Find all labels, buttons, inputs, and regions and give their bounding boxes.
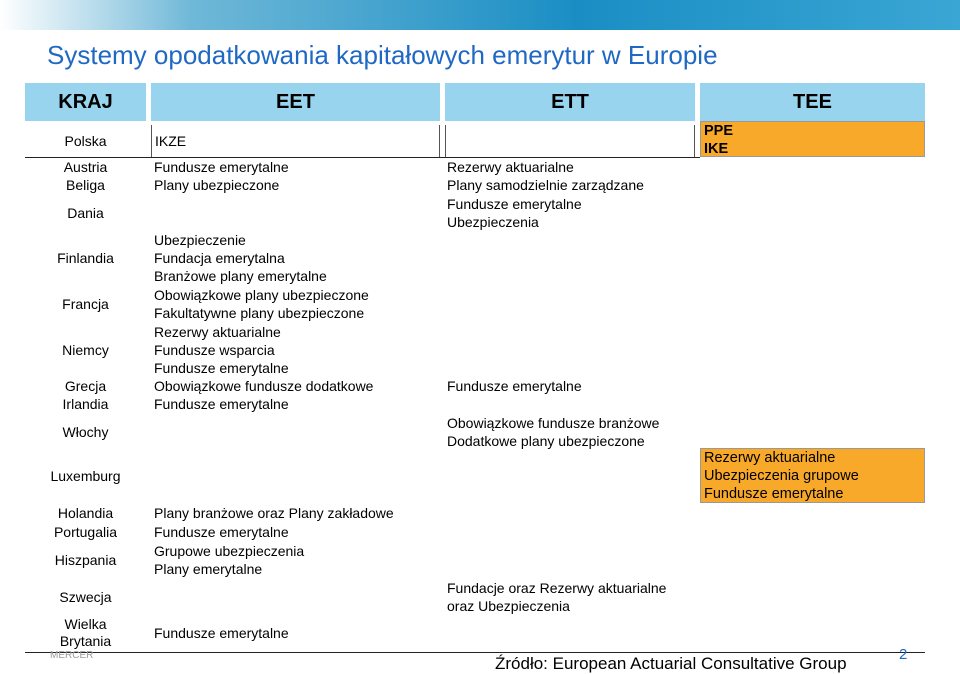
country-cell: Polska <box>64 132 107 149</box>
country-cell: Włochy <box>62 423 109 440</box>
eet-cell <box>151 615 440 651</box>
tee-entry: Rezerwy aktuarialne <box>704 449 836 466</box>
eet-entry: Plany emerytalne <box>154 561 263 577</box>
eet-cell <box>151 395 440 413</box>
eet-entry: Fundusze emerytalne <box>154 524 289 540</box>
eet-entry: Fundusze emerytalne <box>154 360 289 376</box>
eet-entry: Fundusze emerytalne <box>154 625 289 641</box>
eet-cell <box>151 125 440 157</box>
eet-entry: Fundusze emerytalne <box>154 396 289 412</box>
country-cell: Holandia <box>57 504 114 521</box>
ett-entry: oraz Ubezpieczenia <box>447 598 570 614</box>
tee-entry: PPE <box>704 123 734 139</box>
eet-entry: Fakultatywne plany ubezpieczone <box>154 305 365 321</box>
country-cell: Francja <box>62 295 109 312</box>
eet-cell <box>151 541 440 579</box>
page-number: 2 <box>899 646 908 663</box>
country-cell: Finlandia <box>57 249 114 266</box>
top-banner <box>0 0 960 30</box>
eet-entry: Fundusze wsparcia <box>154 342 275 358</box>
ett-cell <box>445 579 695 615</box>
eet-entry: Ubezpieczenie <box>154 232 246 248</box>
country-cell: Luxemburg <box>50 467 121 484</box>
ett-cell <box>445 413 695 451</box>
eet-cell <box>151 232 440 284</box>
ett-entry: Fundacje oraz Rezerwy aktuarialne <box>447 580 667 596</box>
header-kraj: KRAJ <box>25 83 146 121</box>
brand-logo-text: MERCER <box>50 650 94 661</box>
eet-entry: Grupowe ubezpieczenia <box>154 543 305 559</box>
eet-entry: Rezerwy aktuarialne <box>154 324 281 340</box>
eet-entry: Obowiązkowe fundusze dodatkowe <box>154 378 374 394</box>
country-cell: Niemcy <box>62 341 109 358</box>
row-divider <box>25 157 700 158</box>
ett-entry: Fundusze emerytalne <box>447 378 582 394</box>
eet-cell <box>151 323 440 377</box>
eet-entry: Fundacja emerytalna <box>154 250 285 266</box>
ett-cell <box>445 176 695 194</box>
row-divider <box>25 652 925 653</box>
country-cell: Hiszpania <box>54 551 117 568</box>
tee-cell-luxemburg <box>700 448 925 503</box>
eet-entry: Branżowe plany emerytalne <box>154 268 327 284</box>
country-cell: Wielka Brytania <box>59 616 112 649</box>
ett-entry: Obowiązkowe fundusze branżowe <box>447 415 660 431</box>
eet-cell <box>151 504 440 522</box>
ett-cell <box>445 158 695 176</box>
tee-entry: Ubezpieczenia grupowe <box>704 467 859 484</box>
eet-cell <box>151 377 440 395</box>
ett-entry: Ubezpieczenia <box>447 214 539 230</box>
ett-cell <box>445 194 695 232</box>
tee-entry: IKE <box>704 141 729 157</box>
eet-cell <box>151 286 440 322</box>
country-cell: Szwecja <box>59 588 112 605</box>
page-title: Systemy opodatkowania kapitałowych emerytur w Europie <box>47 40 718 70</box>
eet-entry: IKZE <box>155 133 187 149</box>
eet-cell <box>151 158 440 176</box>
eet-entry: Plany branżowe oraz Plany zakładowe <box>154 505 394 521</box>
eet-cell <box>151 523 440 541</box>
source-note: Źródło: European Actuarial Consultative Group <box>495 654 847 673</box>
country-cell: Irlandia <box>62 395 109 412</box>
ett-entry: Rezerwy aktuarialne <box>447 159 574 175</box>
ett-entry: Plany samodzielnie zarządzane <box>447 177 644 193</box>
eet-entry: Obowiązkowe plany ubezpieczone <box>154 287 369 303</box>
eet-entry: Fundusze emerytalne <box>154 159 289 175</box>
ett-cell <box>445 377 695 395</box>
ett-entry: Fundusze emerytalne <box>447 196 582 212</box>
country-cell: Austria <box>63 158 108 175</box>
country-cell: Dania <box>67 204 104 221</box>
ett-cell <box>445 125 695 157</box>
ett-entry: Dodatkowe plany ubezpieczone <box>447 433 645 449</box>
header-eet: EET <box>151 83 440 121</box>
country-cell: Beliga <box>66 176 105 193</box>
header-tee: TEE <box>700 83 925 121</box>
tee-entry: Fundusze emerytalne <box>704 485 844 502</box>
country-cell: Grecja <box>64 377 107 394</box>
tee-cell-polska <box>700 121 925 157</box>
header-ett: ETT <box>445 83 695 121</box>
country-cell: Portugalia <box>53 523 118 540</box>
eet-cell <box>151 176 440 194</box>
eet-entry: Plany ubezpieczone <box>154 177 280 193</box>
